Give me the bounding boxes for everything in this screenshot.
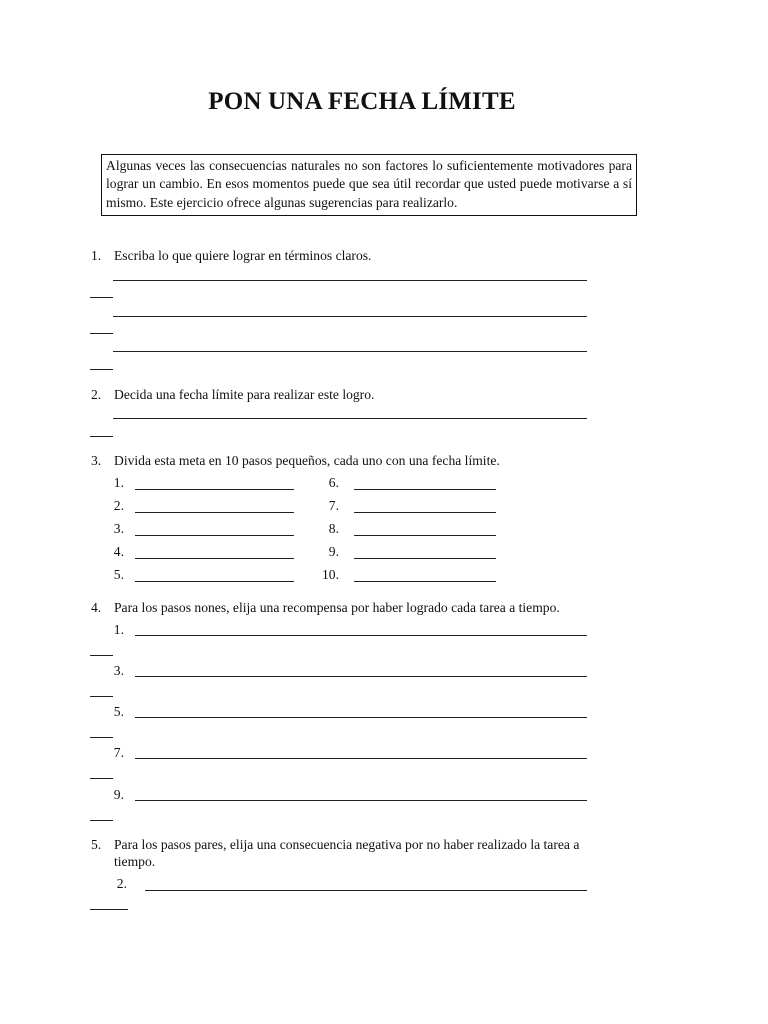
step-line[interactable] bbox=[135, 558, 294, 559]
answer-line-wrap[interactable] bbox=[90, 333, 113, 334]
question-number: 1. bbox=[91, 248, 102, 263]
answer-line[interactable] bbox=[113, 280, 587, 281]
reward-line[interactable] bbox=[135, 758, 587, 759]
question-text: Para los pasos nones, elija una recompensa por haber logrado cada tarea a tiempo. bbox=[114, 600, 560, 615]
consequence-line[interactable] bbox=[145, 890, 587, 891]
intro-box: Algunas veces las consecuencias naturales no son factores lo suficientemente motivadores para lograr un cambio. En esos momentos puede que sea útil recordar que usted puede motivarse a sí mismo. Este ejercicio ofrece algunas sugerencias para realizarlo. bbox=[101, 154, 637, 216]
odd-step-number: 5. bbox=[113, 704, 124, 719]
step-line[interactable] bbox=[354, 558, 496, 559]
question-number: 4. bbox=[91, 600, 102, 615]
question-text: Divida esta meta en 10 pasos pequeños, cada uno con una fecha límite. bbox=[114, 453, 500, 468]
reward-line-wrap[interactable] bbox=[90, 737, 113, 738]
step-number: 6. bbox=[328, 475, 339, 490]
reward-line[interactable] bbox=[135, 676, 587, 677]
consequence-line-wrap[interactable] bbox=[90, 909, 128, 910]
reward-line-wrap[interactable] bbox=[90, 820, 113, 821]
step-number: 10. bbox=[322, 567, 339, 582]
reward-line-wrap[interactable] bbox=[90, 696, 113, 697]
step-line[interactable] bbox=[354, 581, 496, 582]
question-number: 3. bbox=[91, 453, 102, 468]
question-text: Escriba lo que quiere lograr en términos claros. bbox=[114, 248, 372, 263]
odd-step-number: 1. bbox=[113, 622, 124, 637]
step-line[interactable] bbox=[354, 535, 496, 536]
question-3 bbox=[91, 453, 500, 469]
reward-line-wrap[interactable] bbox=[90, 778, 113, 779]
question-5-continued: tiempo. bbox=[114, 854, 156, 869]
step-number: 2. bbox=[113, 498, 124, 513]
question-1 bbox=[91, 248, 371, 264]
step-line[interactable] bbox=[135, 535, 294, 536]
step-line[interactable] bbox=[135, 581, 294, 582]
question-number: 5. bbox=[91, 837, 102, 852]
answer-line[interactable] bbox=[113, 418, 587, 419]
step-line[interactable] bbox=[135, 489, 294, 490]
question-text: Decida una fecha límite para realizar este logro. bbox=[114, 387, 375, 402]
answer-line[interactable] bbox=[113, 316, 587, 317]
reward-line[interactable] bbox=[135, 717, 587, 718]
step-number: 3. bbox=[113, 521, 124, 536]
even-step-number: 2. bbox=[116, 876, 127, 891]
step-number: 7. bbox=[328, 498, 339, 513]
question-2 bbox=[91, 387, 374, 403]
step-line[interactable] bbox=[354, 512, 496, 513]
reward-line-wrap[interactable] bbox=[90, 655, 113, 656]
question-4 bbox=[91, 600, 560, 616]
question-number: 2. bbox=[91, 387, 102, 402]
question-text: Para los pasos pares, elija una consecuencia negativa por no haber realizado la tarea a bbox=[114, 837, 580, 852]
step-number: 1. bbox=[113, 475, 124, 490]
reward-line[interactable] bbox=[135, 635, 587, 636]
answer-line[interactable] bbox=[113, 351, 587, 352]
reward-line[interactable] bbox=[135, 800, 587, 801]
answer-line-wrap[interactable] bbox=[90, 297, 113, 298]
question-5 bbox=[91, 837, 579, 853]
answer-line-wrap[interactable] bbox=[90, 369, 113, 370]
answer-line-wrap[interactable] bbox=[90, 436, 113, 437]
odd-step-number: 9. bbox=[113, 787, 124, 802]
step-line[interactable] bbox=[354, 489, 496, 490]
step-number: 4. bbox=[113, 544, 124, 559]
step-line[interactable] bbox=[135, 512, 294, 513]
odd-step-number: 3. bbox=[113, 663, 124, 678]
page-title: PON UNA FECHA LÍMITE bbox=[208, 88, 516, 115]
step-number: 9. bbox=[328, 544, 339, 559]
step-number: 8. bbox=[328, 521, 339, 536]
step-number: 5. bbox=[113, 567, 124, 582]
odd-step-number: 7. bbox=[113, 745, 124, 760]
